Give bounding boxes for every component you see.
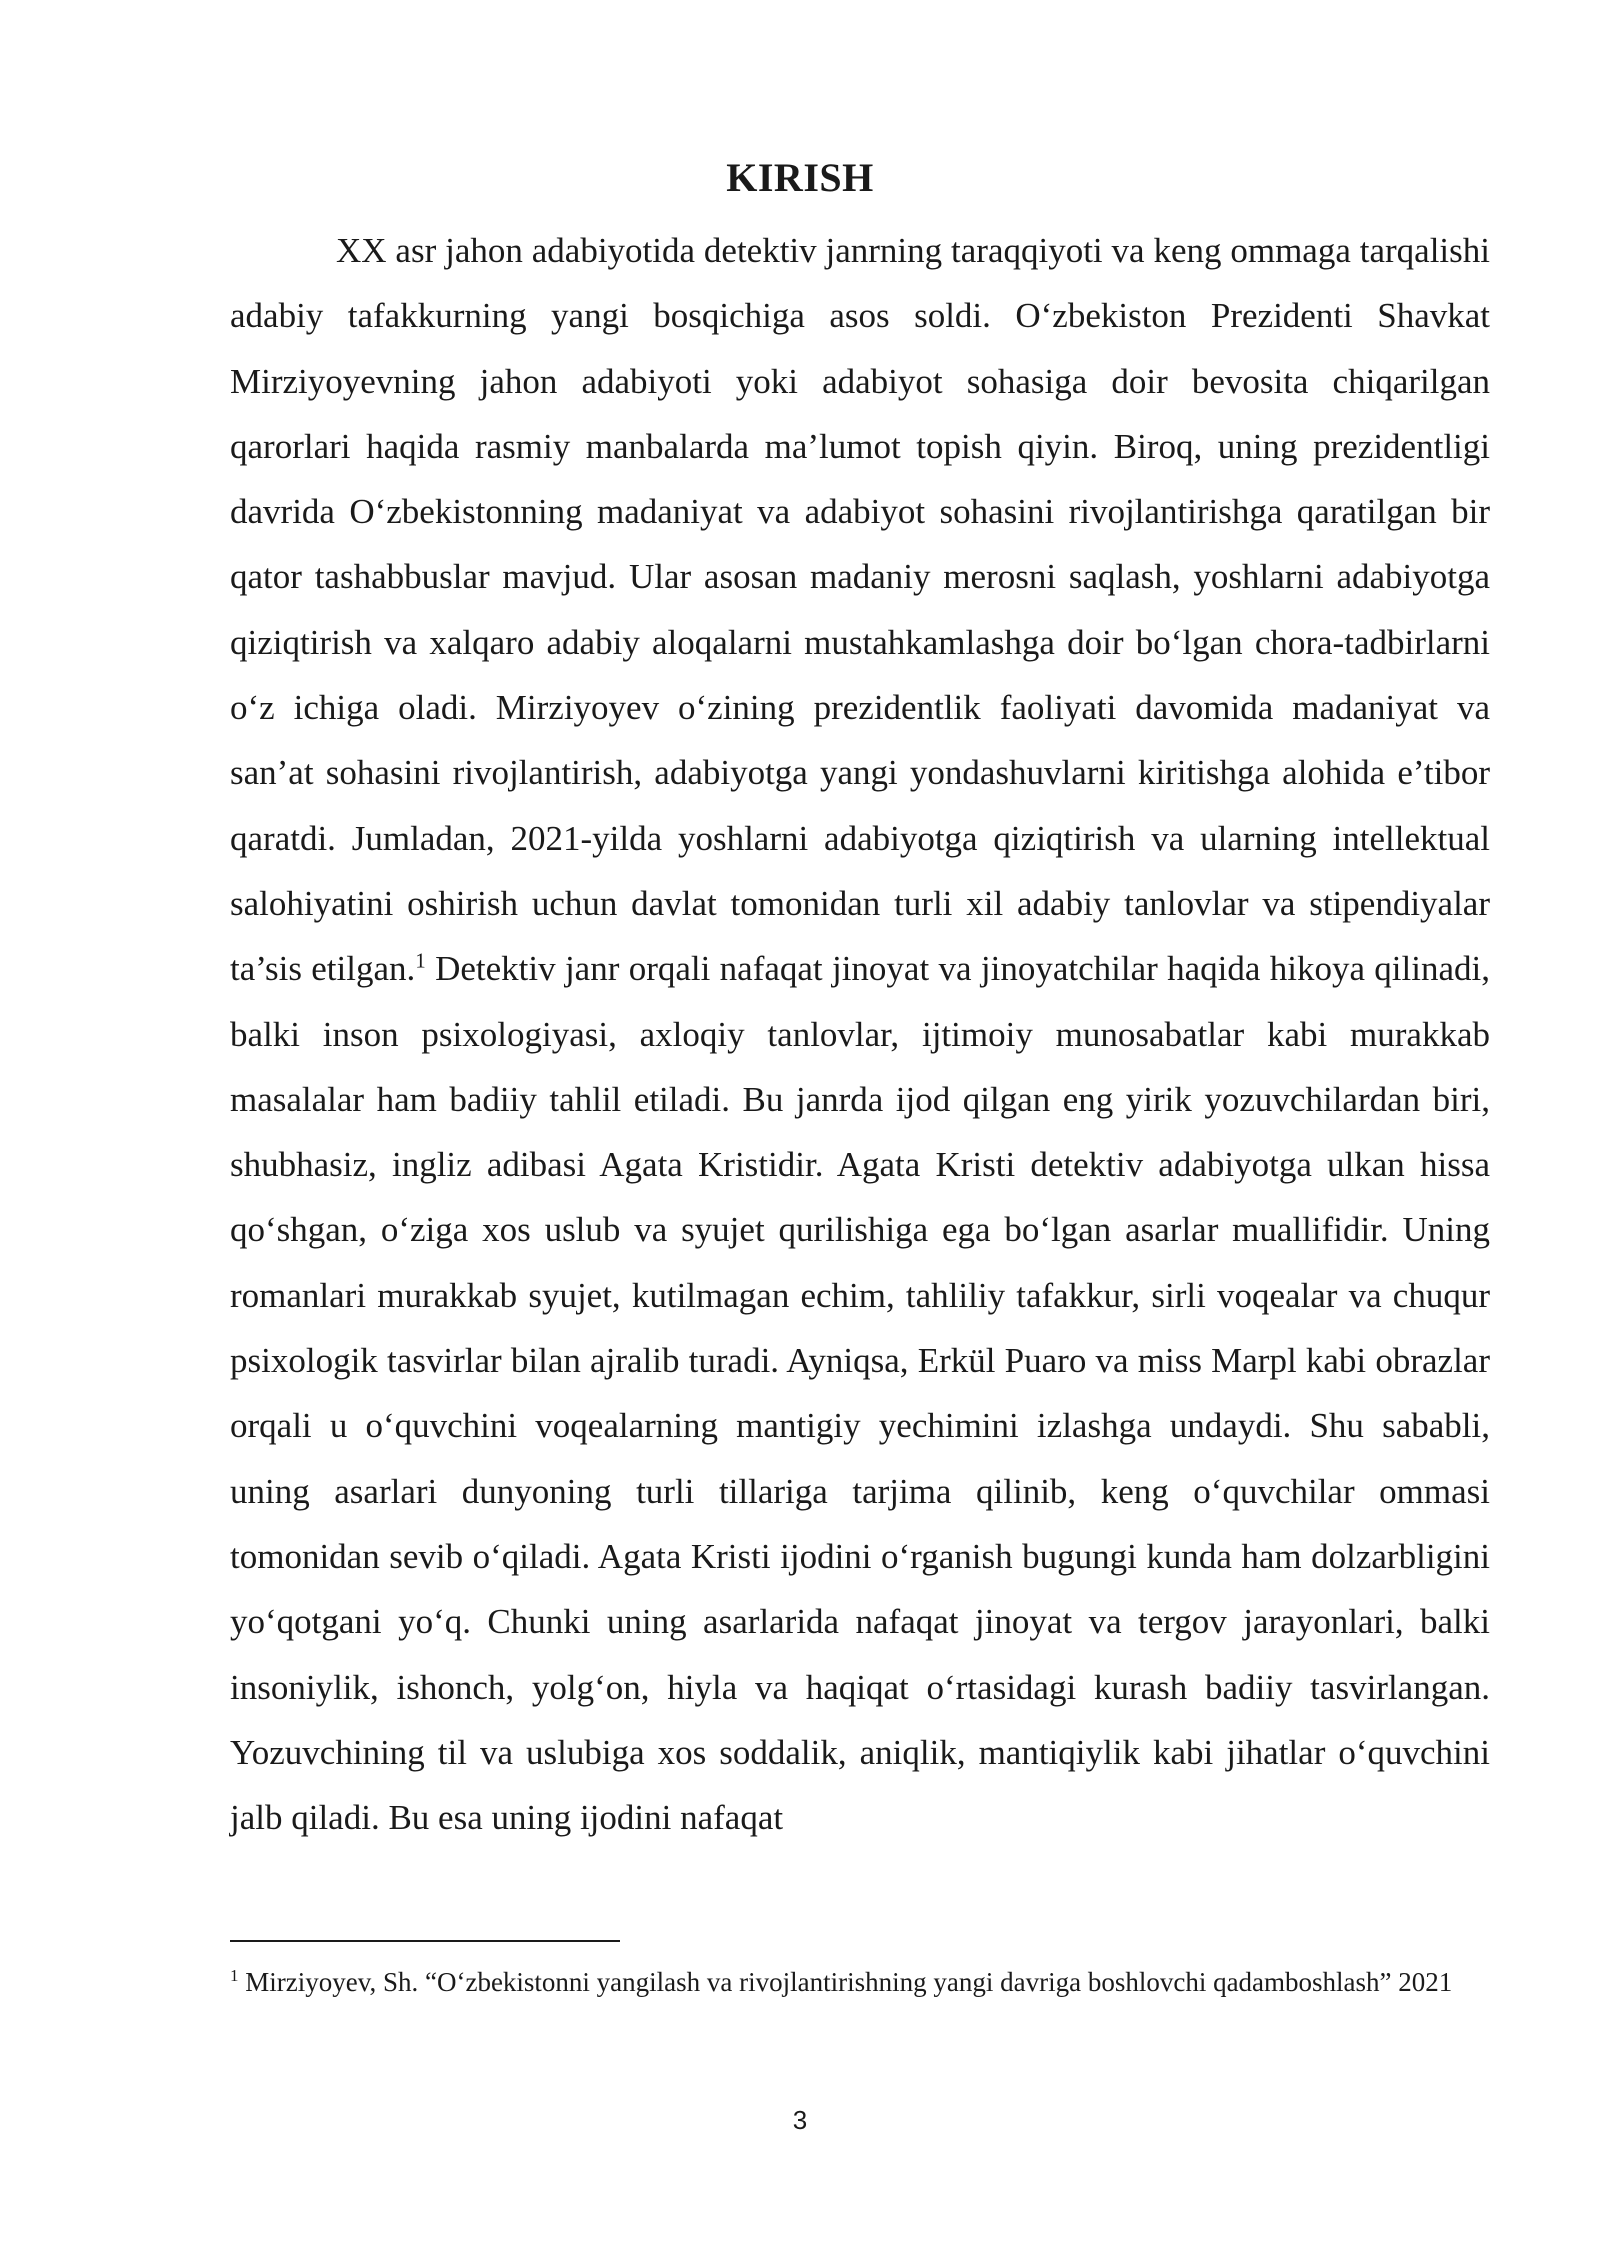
footnote-separator	[230, 1940, 620, 1942]
body-paragraph	[230, 218, 1490, 1850]
paragraph-text-part2: Detektiv janr orqali nafaqat jinoyat va jinoyatchilar haqida hikoya qilinadi, balki inson psixologiyasi, axloqiy tanlovlar, ijtimoiy munosabatlar kabi murakkab masalalar ham badiiy tahlil etiladi. Bu janrda ijod qilgan eng yirik yozuvchilardan biri, shubhasiz, ingliz adibasi Agata Kristidir. Agata Kristi detektiv adabiyotga ulkan hissa qo‘shgan, o‘ziga xos uslub va syujet qurilishiga ega bo‘lgan asarlar muallifidir. Uning romanlari murakkab syujet, kutilmagan echim, tahliliy tafakkur, sirli voqealar va chuqur psixologik tasvirlar bilan ajralib turadi. Ayniqsa, Erkül Puaro va miss Marpl kabi obrazlar orqali u o‘quvchini voqealarning mantigiy yechimini izlashga undaydi. Shu sababli, uning asarlari dunyoning turli tillariga tarjima qilinib, keng o‘quvchilar ommasi tomonidan sevib o‘qiladi. Agata Kristi ijodini o‘rganish bugungi kunda ham dolzarbligini yo‘qotgani yo‘q. Chunki uning asarlarida nafaqat jinoyat va tergov jarayonlari, balki insoniylik, ishonch, yolg‘on, hiyla va haqiqat o‘rtasidagi kurash badiiy tasvirlangan. Yozuvchining til va uslubiga xos soddalik, aniqlik, mantiqiylik kabi jihatlar o‘quvchini jalb qiladi. Bu esa uning ijodini nafaqat	[230, 949, 1490, 1838]
footnote	[230, 1956, 1510, 2008]
page-number: 3	[792, 2105, 808, 2135]
footnote-marker: 1	[230, 1966, 239, 1985]
paragraph-text-part1: XX asr jahon adabiyotida detektiv janrning taraqqiyoti va keng ommaga tarqalishi adabiy tafakkurning yangi bosqichiga asos soldi. O‘zbekiston Prezidenti Shavkat Mirziyoyevning jahon adabiyoti yoki adabiyot sohasiga doir bevosita chiqarilgan qarorlari haqida rasmiy manbalarda ma’lumot topish qiyin. Biroq, uning prezidentligi davrida O‘zbekistonning madaniyat va adabiyot sohasini rivojlantirishga qaratilgan bir qator tashabbuslar mavjud. Ular asosan madaniy merosni saqlash, yoshlarni adabiyotga qiziqtirish va xalqaro adabiy aloqalarni mustahkamlashga doir bo‘lgan chora-tadbirlarni o‘z ichiga oladi. Mirziyoyev o‘zining prezidentlik faoliyati davomida madaniyat va san’at sohasini rivojlantirish, adabiyotga yangi yondashuvlarni kiritishga alohida e’tibor qaratdi. Jumladan, 2021-yilda yoshlarni adabiyotga qiziqtirish va ularning intellektual salohiyatini oshirish uchun davlat tomonidan turli xil adabiy tanlovlar va stipendiyalar ta’sis etilgan.	[230, 231, 1490, 989]
section-title: KIRISH	[726, 155, 874, 200]
footnote-reference[interactable]: 1	[415, 948, 426, 973]
footnote-text: Mirziyoyev, Sh. “O‘zbekistonni yangilash va rivojlantirishning yangi davriga boshlovchi qadamboshlash” 2021	[238, 1967, 1453, 1997]
